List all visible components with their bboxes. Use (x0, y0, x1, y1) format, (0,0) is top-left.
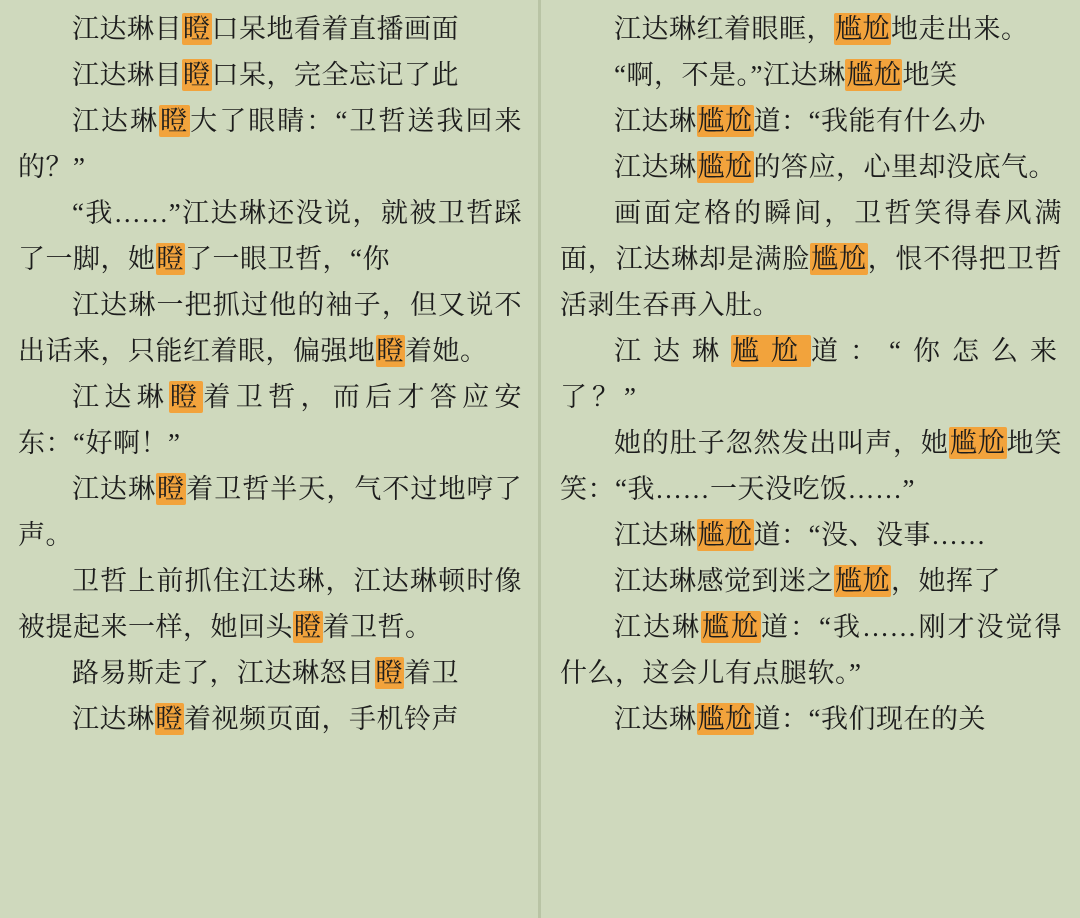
paragraph (18, 190, 522, 282)
text-run: 江达琳 (72, 474, 157, 504)
text-run: 地笑笑：“我……一天没吃饭……” (560, 428, 1063, 504)
highlighted-term: 尴尬 (732, 336, 811, 366)
highlighted-term: 尴尬 (811, 244, 867, 274)
highlighted-term: 瞪 (294, 612, 322, 642)
right-column (540, 0, 1080, 918)
text-run: 口呆，完全忘记了此 (211, 60, 459, 90)
text-run: 江达琳一把抓过他的袖子，但又说不出话来，只能红着眼，偏强地 (18, 290, 522, 366)
text-run: 地走出来。 (891, 14, 1029, 44)
paragraph (560, 6, 1062, 52)
text-run: 江达琳目 (72, 14, 182, 44)
paragraph (560, 52, 1062, 98)
highlighted-term: 尴尬 (697, 106, 753, 136)
text-run: 画面定格的瞬间，卫哲笑得春风满面，江达琳却是满脸 (560, 198, 1062, 274)
highlighted-term: 尴尬 (835, 14, 890, 44)
text-run: 江达琳 (614, 612, 702, 642)
paragraph (560, 696, 1062, 742)
text-run: 江达琳 (614, 106, 697, 136)
text-run: 道：“你怎么来了？” (560, 336, 1063, 412)
text-run: 江达琳 (72, 106, 160, 136)
text-run: 道：“我们现在的关 (753, 704, 986, 734)
highlighted-term: 瞪 (160, 106, 190, 136)
highlighted-term: 瞪 (157, 474, 186, 504)
highlighted-term: 尴尬 (846, 60, 902, 90)
highlighted-term: 尴尬 (702, 612, 761, 642)
text-run: 道：“没、没事…… (753, 520, 986, 550)
highlighted-term: 尴尬 (949, 428, 1006, 458)
text-run: 着卫哲，而后才答应安东：“好啊！” (18, 382, 523, 458)
text-run: 江达琳红着眼眶， (614, 14, 834, 44)
text-run: 江达琳目 (72, 60, 182, 90)
highlighted-term: 尴尬 (835, 566, 890, 596)
text-run: 地笑 (902, 60, 958, 90)
paragraph (18, 374, 522, 466)
text-run: 路易斯走了，江达琳怒目 (72, 658, 375, 688)
text-run: 她的肚子忽然发出叫声，她 (614, 428, 949, 458)
text-run: 了一眼卫哲，“你 (185, 244, 390, 274)
text-run: 江达琳 (614, 336, 732, 366)
text-run: “我……”江达琳还没说，就被卫哲踩了一脚，她 (18, 198, 522, 274)
text-run: 着视频页面，手机铃声 (184, 704, 459, 734)
text-run: ，她挥了 (891, 566, 1001, 596)
text-run: 着卫 (404, 658, 459, 688)
paragraph (18, 98, 522, 190)
paragraph (560, 558, 1062, 604)
paragraph (560, 604, 1062, 696)
highlighted-term: 瞪 (156, 244, 184, 274)
highlighted-term: 瞪 (375, 658, 403, 688)
paragraph (560, 98, 1062, 144)
column-divider (538, 0, 541, 918)
text-run: 着卫哲。 (322, 612, 433, 642)
paragraph (18, 650, 522, 696)
highlighted-term: 尴尬 (697, 520, 753, 550)
paragraph (560, 512, 1062, 558)
paragraph (18, 696, 522, 742)
highlighted-term: 瞪 (183, 60, 211, 90)
text-run: 道：“我……刚才没觉得什么，这会儿有点腿软。” (560, 612, 1063, 688)
text-run: 着她。 (405, 336, 488, 366)
highlighted-term: 瞪 (183, 14, 211, 44)
text-run: 大了眼睛：“卫哲送我回来的？” (18, 106, 523, 182)
text-run: ，恨不得把卫哲活剥生吞再入肚。 (560, 244, 1063, 320)
text-run: 口呆地看着直播画面 (211, 14, 459, 44)
paragraph (18, 6, 522, 52)
highlighted-term: 尴尬 (697, 152, 753, 182)
paragraph (18, 466, 522, 558)
text-run: 江达琳 (72, 382, 170, 412)
paragraph (560, 190, 1062, 328)
highlighted-term: 瞪 (155, 704, 183, 734)
text-run: 的答应，心里却没底气。 (753, 152, 1056, 182)
paragraph (560, 328, 1062, 420)
text-run: 江达琳 (614, 520, 697, 550)
paragraph (560, 144, 1062, 190)
text-run: 江达琳 (614, 704, 697, 734)
text-run: 卫哲上前抓住江达琳，江达琳顿时像被提起来一样，她回头 (18, 566, 522, 642)
text-run: 江达琳 (614, 152, 697, 182)
text-run: 着卫哲半天，气不过地哼了声。 (18, 474, 523, 550)
paragraph (18, 558, 522, 650)
paragraph (560, 420, 1062, 512)
text-run: 江达琳 (72, 704, 155, 734)
text-run: 道：“我能有什么办 (753, 106, 986, 136)
highlighted-term: 瞪 (376, 336, 404, 366)
highlighted-term: 尴尬 (697, 704, 753, 734)
highlighted-term: 瞪 (170, 382, 203, 412)
text-run: 江达琳感觉到迷之 (614, 566, 834, 596)
paragraph (18, 282, 522, 374)
text-run: “啊，不是。”江达琳 (614, 60, 846, 90)
paragraph (18, 52, 522, 98)
